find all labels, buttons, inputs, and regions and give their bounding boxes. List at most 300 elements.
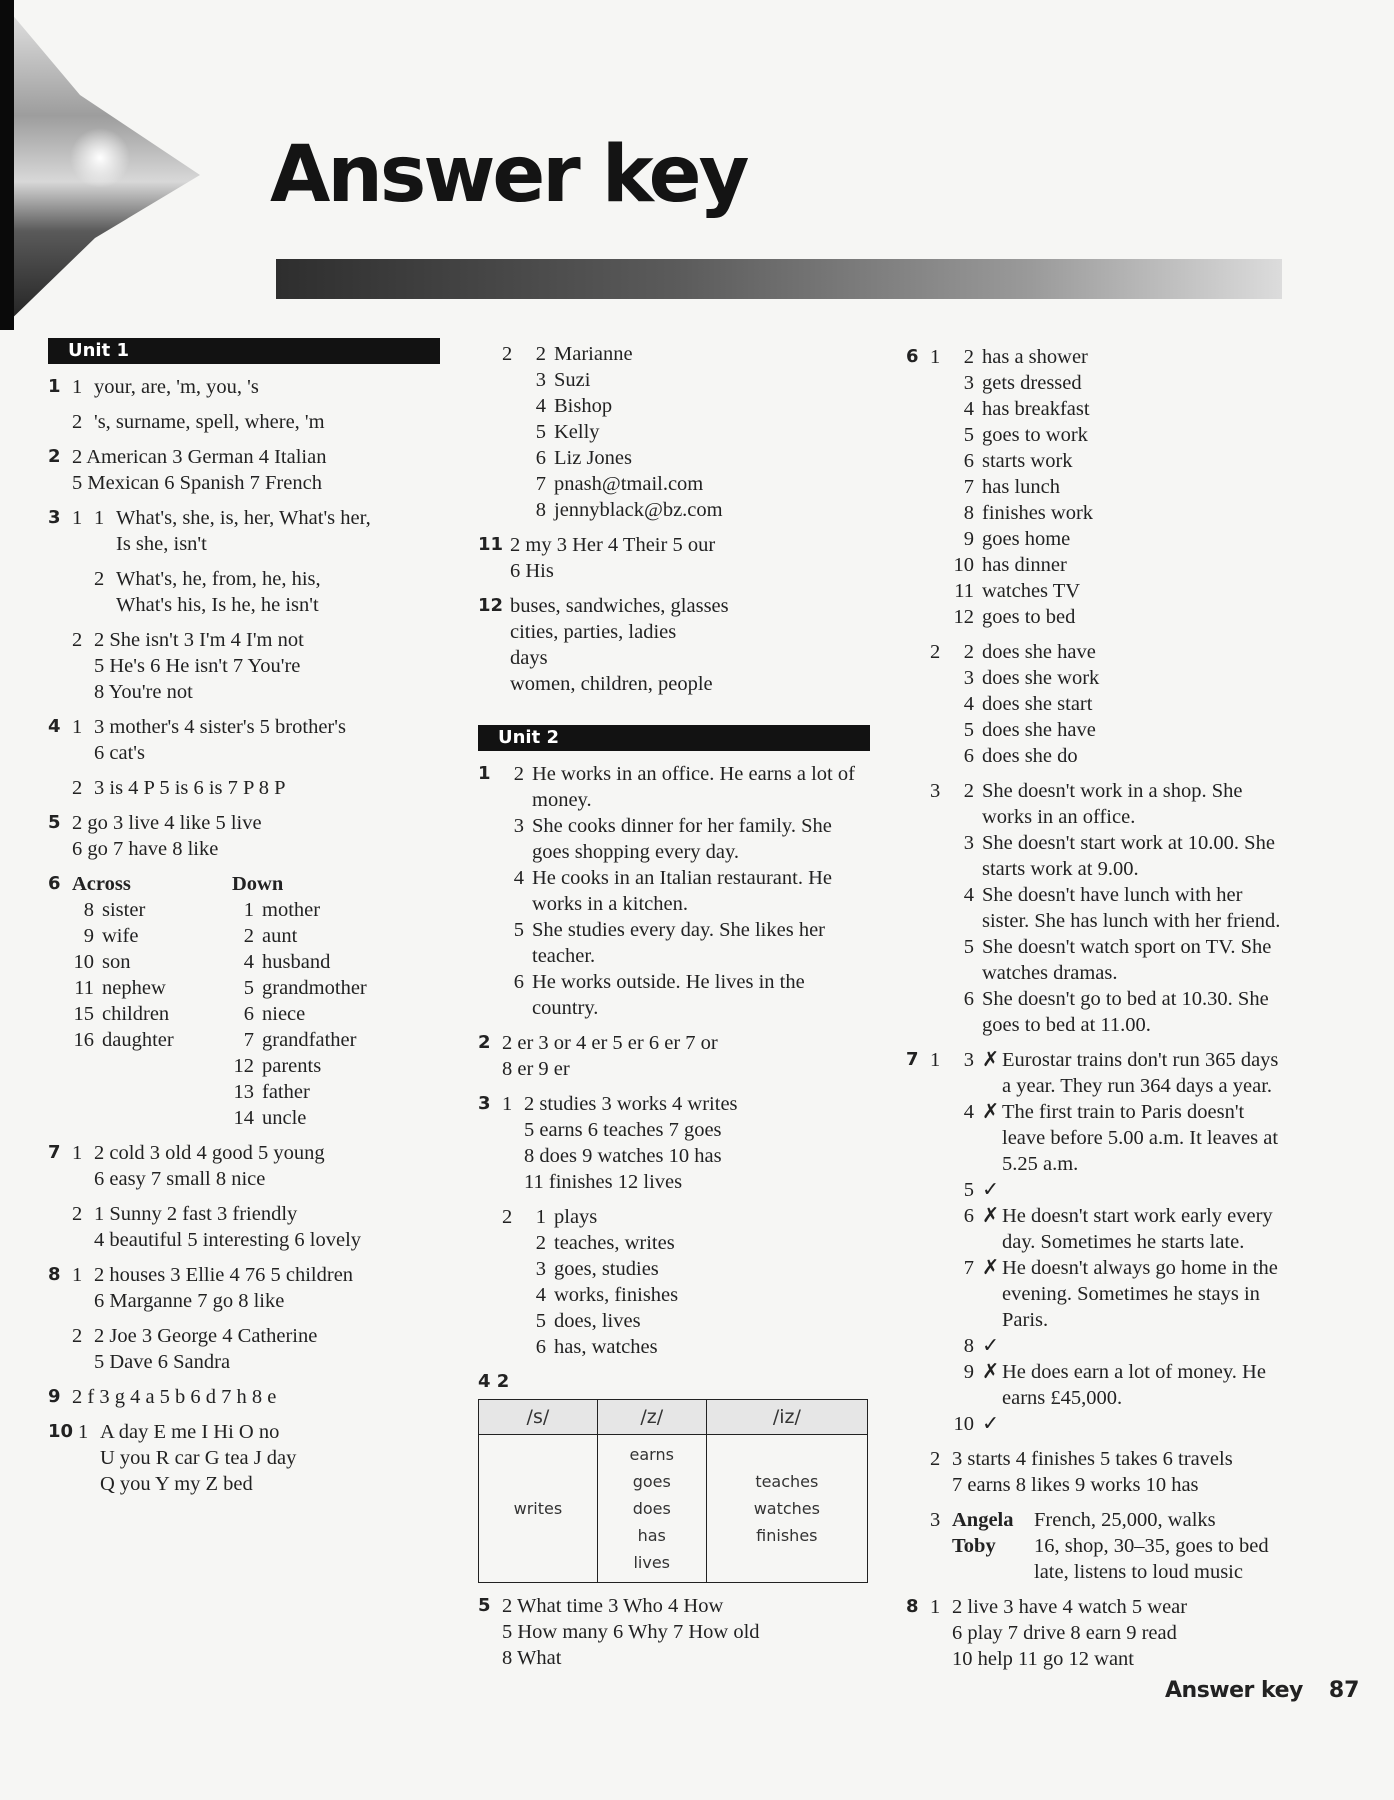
answer-line: goes to work [982, 424, 1088, 446]
item-text [554, 393, 870, 419]
item-text [982, 1203, 1306, 1255]
exercise-number: 12 [478, 595, 504, 616]
item-number: 6 [513, 971, 524, 993]
list-item [952, 1359, 1306, 1411]
answer-line: 5 Mexican 6 Spanish 7 French [72, 472, 322, 494]
answer-line: cities, parties, ladies [510, 621, 677, 643]
column-1 [48, 338, 440, 1506]
list-item [952, 552, 1306, 578]
item-text [262, 1053, 440, 1079]
item-text [982, 422, 1306, 448]
table-header: /z/ [597, 1400, 706, 1435]
answer-line: starts work [982, 450, 1073, 472]
answer-line: Kelly [554, 421, 600, 443]
item-number: 5 [513, 919, 524, 941]
page-number: 87 [1328, 1678, 1360, 1703]
item-number: 13 [233, 1081, 254, 1103]
item-text [532, 761, 870, 813]
u2ex6-part2-list [952, 639, 1306, 769]
answer-line: niece [262, 1003, 306, 1025]
answer-line: goes to bed [982, 606, 1076, 628]
list-item [232, 923, 440, 949]
item-number: 4 [535, 1284, 546, 1306]
list-item [524, 1204, 870, 1230]
item-number: 4 [963, 884, 974, 906]
item-text [982, 1099, 1306, 1177]
answer-line: parents [262, 1055, 322, 1077]
item-number: 3 [963, 372, 974, 394]
answer-line: gets dressed [982, 372, 1082, 394]
table-cell-word: does [632, 1499, 671, 1518]
list-item [952, 1099, 1306, 1177]
list-item [952, 500, 1306, 526]
answer-line: leave before 5.00 a.m. It leaves at [1002, 1127, 1279, 1149]
answer-line: Is she, isn't [116, 533, 207, 555]
answer-text: He doesn't start work early every [1002, 1205, 1273, 1227]
item-text [982, 882, 1306, 934]
answer-line: nephew [102, 977, 166, 999]
list-item [524, 497, 870, 523]
table-cell-word: teaches [755, 1472, 819, 1491]
list-item [502, 865, 870, 917]
exercise-number: 3 [48, 507, 61, 528]
unit-1-heading: Unit 1 [48, 338, 440, 364]
answer-line: 16, shop, 30–35, goes to bed [1034, 1535, 1269, 1557]
item-number: 4 [963, 1101, 974, 1123]
unit2-exercise-2 [478, 1030, 870, 1082]
item-text [554, 341, 870, 367]
item-number: 4 [513, 867, 524, 889]
table-cell-z [597, 1435, 706, 1583]
item-number: 5 [963, 424, 974, 446]
answer-line: 10 help 11 go 12 want [952, 1648, 1135, 1670]
answer-line: has, watches [554, 1336, 658, 1358]
table-header: /iz/ [706, 1400, 867, 1435]
exercise-number: 6 [906, 346, 919, 367]
answer-line [982, 1177, 1306, 1203]
unit1-exercise-1: 1 1 your, are, 'm, you, 's 2 's, surname, spell, where, 'm [48, 374, 440, 435]
item-text [554, 1204, 870, 1230]
answer-line: mother [262, 899, 321, 921]
unit1-exercise-2 [48, 444, 440, 496]
exercise-number: 2 [48, 446, 61, 467]
list-item [232, 897, 440, 923]
answer-line: grandmother [262, 977, 367, 999]
unit1-exercise-12 [478, 593, 870, 697]
answer-line: 5 How many 6 Why 7 How old [502, 1621, 760, 1643]
item-number: 2 [513, 763, 524, 785]
answer-line [982, 1411, 1306, 1437]
answer-line: 's, surname, spell, where, 'm [94, 411, 325, 433]
list-item [232, 1079, 440, 1105]
item-text [982, 370, 1306, 396]
exercise-number: 8 [906, 1596, 919, 1617]
item-text [982, 396, 1306, 422]
list-item [524, 419, 870, 445]
unit2-exercise-1 [478, 761, 870, 1021]
page-title: Answer key [270, 130, 747, 220]
answer-line: She doesn't start work at 10.00. She [982, 832, 1275, 854]
table-header: /s/ [479, 1400, 598, 1435]
answer-line: 3 is 4 P 5 is 6 is 7 P 8 P [94, 777, 286, 799]
list-item [952, 1333, 1306, 1359]
answer-line: She cooks dinner for her family. She [532, 815, 832, 837]
cross-mark-icon: ✗ [982, 1101, 1000, 1123]
answer-line: does she do [982, 745, 1078, 767]
answer-line: does she start [982, 693, 1093, 715]
item-text [554, 445, 870, 471]
unit2-exercise-4 [478, 1369, 870, 1583]
table-cell-s [479, 1435, 598, 1583]
item-number: 7 [535, 473, 546, 495]
item-number: 12 [233, 1055, 254, 1077]
unit1-exercise-10-part-2: 2 2 Marianne 3 Suzi 4 Bishop 5 Kelly 6 Liz Jones 7 pnash@tmail.com 8 jennyblack@bz.com [478, 341, 870, 523]
item-text [982, 474, 1306, 500]
item-text [554, 1230, 870, 1256]
item-number: 2 [963, 780, 974, 802]
item-text [982, 639, 1306, 665]
answer-line: aunt [262, 925, 298, 947]
answer-line: French, 25,000, walks [1034, 1509, 1216, 1531]
item-number: 2 [535, 1232, 546, 1254]
unit1-exercise-7: 7 1 2 cold 3 old 4 good 5 young 6 easy 7 small 8 nice 2 1 Sunny 2 fast 3 friendly 4 beautiful 5 interesting 6 lovely [48, 1140, 440, 1253]
list-item [952, 448, 1306, 474]
item-text [102, 949, 232, 975]
item-number: 5 [963, 936, 974, 958]
item-text [532, 969, 870, 1021]
answer-line: 2 go 3 live 4 like 5 live [72, 812, 262, 834]
item-number: 8 [535, 499, 546, 521]
item-number: 6 [535, 1336, 546, 1358]
item-number: 10 [953, 1413, 974, 1435]
exercise-number: 6 [48, 873, 61, 894]
item-text [554, 1334, 870, 1360]
answer-line: does, lives [554, 1310, 641, 1332]
answer-line: evening. Sometimes he stays in [1002, 1283, 1260, 1305]
list-item [952, 396, 1306, 422]
item-number: 4 [963, 693, 974, 715]
list-item [232, 975, 440, 1001]
u2ex6-part3-list [952, 778, 1306, 1038]
answer-line: does she work [982, 667, 1100, 689]
item-text [554, 367, 870, 393]
exercise-number: 1 [478, 763, 491, 784]
answer-line: has a shower [982, 346, 1088, 368]
unit2-exercise-8: 8 1 2 live 3 have 4 watch 5 wear 6 play 7 drive 8 earn 9 read 10 help 11 go 12 want [906, 1594, 1306, 1672]
item-number: 5 [963, 719, 974, 741]
item-text [982, 604, 1306, 630]
exercise-number: 8 [48, 1264, 61, 1285]
answer-line: days [510, 647, 548, 669]
pronunciation-table [478, 1399, 868, 1583]
answer-line [982, 1099, 1306, 1125]
answer-line: 6 His [510, 560, 554, 582]
answer-line: has breakfast [982, 398, 1090, 420]
list-item [524, 393, 870, 419]
answer-line: does she have [982, 719, 1096, 741]
answer-line: 5 Dave 6 Sandra [94, 1351, 231, 1373]
answer-line: goes to bed at 11.00. [982, 1014, 1151, 1036]
answer-line: late, listens to loud music [1034, 1561, 1243, 1583]
list-item [502, 813, 870, 865]
u2ex1-list [502, 761, 870, 1021]
item-number: 4 [243, 951, 254, 973]
item-number: 4 [535, 395, 546, 417]
list-item [952, 474, 1306, 500]
person-name: Toby [952, 1535, 996, 1557]
unit2-exercise-7: 7 1 3 ✗ Eurostar trains don't run 365 days a year. They run 364 days a year. 4 ✗ The first train to Paris doesn't leave before 5.00 a.m. It leaves at 5.25 a.m. 5 ✓ 6 ✗ He doesn't start work early every day. Sometimes he starts late. 7 ✗ He doesn't always go home in the evening. Sometimes he stays in Paris. 8 ✓ 9 ✗ He does earn a lot of money. He earns £45,000. 10 ✓ 2 3 starts 4 finishes 5 takes 6 travels 7 earns 8 likes 9 works 10 has 3 Angela French, 25,000, walks Toby 16, shop, 30–35, goes to bed late, listens to loud music [906, 1047, 1306, 1585]
item-number: 5 [243, 977, 254, 999]
answer-line: 8 What [502, 1647, 562, 1669]
table-cell-word: watches [753, 1499, 820, 1518]
across-list [72, 897, 232, 1053]
list-item [952, 717, 1306, 743]
item-text [982, 691, 1306, 717]
exercise-number: 7 [906, 1049, 919, 1070]
answer-line: 7 earns 8 likes 9 works 10 has [952, 1474, 1199, 1496]
list-item [524, 471, 870, 497]
answer-line: son [102, 951, 131, 973]
answer-line: day. Sometimes he starts late. [1002, 1231, 1245, 1253]
item-text [262, 1027, 440, 1053]
answer-line: 2 American 3 German 4 Italian [72, 446, 327, 468]
item-number: 6 [963, 450, 974, 472]
answer-line: 8 You're not [94, 681, 193, 703]
item-text [982, 743, 1306, 769]
item-text [532, 917, 870, 969]
item-text [554, 419, 870, 445]
item-text [982, 1411, 1306, 1437]
item-number: 7 [243, 1029, 254, 1051]
answer-line: She doesn't go to bed at 10.30. She [982, 988, 1269, 1010]
answer-line: 6 cat's [94, 742, 145, 764]
item-number: 11 [74, 977, 94, 999]
answer-line: 2 er 3 or 4 er 5 er 6 er 7 or [502, 1032, 718, 1054]
answer-line [982, 1255, 1306, 1281]
list-item [952, 830, 1306, 882]
ex10-part2-list [524, 341, 870, 523]
table-cell-word: lives [633, 1553, 671, 1572]
answer-line: She studies every day. She likes her [532, 919, 826, 941]
item-number: 6 [963, 745, 974, 767]
answer-line: 1 Sunny 2 fast 3 friendly [94, 1203, 298, 1225]
item-number: 1 [535, 1206, 546, 1228]
answer-line: daughter [102, 1029, 174, 1051]
item-text [262, 1079, 440, 1105]
item-number: 9 [83, 925, 94, 947]
answer-line: country. [532, 997, 599, 1019]
answer-line: works, finishes [554, 1284, 679, 1306]
answer-line: 2 live 3 have 4 watch 5 wear [952, 1596, 1188, 1618]
list-item [524, 1230, 870, 1256]
list-item [952, 665, 1306, 691]
answer-line: watches dramas. [982, 962, 1118, 984]
unit2-exercise-6: 6 1 2 has a shower 3 gets dressed 4 has breakfast 5 goes to work 6 starts work 7 has lunch 8 finishes work 9 goes home 10 has dinner 11 watches TV 12 goes to bed 2 2 does she have 3 does she work 4 does she start 5 does she have 6 does she do 3 2 She doesn't work in a shop. She works in an office. 3 She doesn't start work at 10.00. She starts work at 9.00. 4 She doesn't have lunch with her sister. She has lunch with her friend. 5 She doesn't watch sport on TV. She watches dramas. 6 She doesn't go to bed at 10.30. She goes to bed at 11.00. [906, 344, 1306, 1038]
answer-line: He works in an office. He earns a lot of [532, 763, 855, 785]
answer-line: 2 What time 3 Who 4 How [502, 1595, 724, 1617]
unit1-exercise-11 [478, 532, 870, 584]
list-item [952, 639, 1306, 665]
answer-line: women, children, people [510, 673, 713, 695]
answer-line: a year. They run 364 days a year. [1002, 1075, 1273, 1097]
answer-line [982, 1203, 1306, 1229]
item-number: 2 [535, 343, 546, 365]
item-text [982, 934, 1306, 986]
item-text [102, 975, 232, 1001]
exercise-number: 10 [48, 1421, 74, 1442]
item-text [982, 1255, 1306, 1333]
item-text [554, 1282, 870, 1308]
list-item [952, 344, 1306, 370]
answer-text: He doesn't always go home in the [1002, 1257, 1278, 1279]
unit1-exercise-8: 8 1 2 houses 3 Ellie 4 76 5 children 6 Marganne 7 go 8 like 2 2 Joe 3 George 4 Catherine 5 Dave 6 Sandra [48, 1262, 440, 1375]
item-text [554, 1256, 870, 1282]
unit1-exercise-10: 10 1 A day E me I Hi O no U you R car G tea J day Q you Y my Z bed [48, 1419, 440, 1497]
answer-line: What's his, Is he, he isn't [116, 594, 319, 616]
item-number: 1 [243, 899, 254, 921]
answer-line: teacher. [532, 945, 596, 967]
item-text [532, 813, 870, 865]
person-name: Angela [952, 1509, 1014, 1531]
u2ex6-part1-list [952, 344, 1306, 630]
landscape-photo-arrow [0, 0, 210, 330]
answer-line: jennyblack@bz.com [554, 499, 723, 521]
item-text [102, 923, 232, 949]
answer-line: 5 He's 6 He isn't 7 You're [94, 655, 301, 677]
item-number: 11 [954, 580, 974, 602]
item-number: 2 [243, 925, 254, 947]
answer-line: 11 finishes 12 lives [524, 1171, 683, 1193]
list-item [72, 897, 232, 923]
title-banner-bar [276, 259, 1282, 299]
item-text [982, 578, 1306, 604]
item-number: 8 [83, 899, 94, 921]
cross-mark-icon: ✗ [982, 1361, 1000, 1383]
item-text [554, 497, 870, 523]
item-number: 9 [963, 528, 974, 550]
answer-line: has lunch [982, 476, 1060, 498]
table-cell-word: has [637, 1526, 666, 1545]
list-item [952, 578, 1306, 604]
exercise-number: 11 [478, 534, 504, 555]
check-mark-icon: ✓ [982, 1179, 1000, 1201]
list-item [524, 341, 870, 367]
item-number: 3 [535, 1258, 546, 1280]
answer-line: 6 play 7 drive 8 earn 9 read [952, 1622, 1177, 1644]
answer-line: Q you Y my Z bed [100, 1473, 253, 1495]
table-cell-iz [706, 1435, 867, 1583]
u2ex7-part1-list [952, 1047, 1306, 1437]
exercise-number: 7 [48, 1142, 61, 1163]
answer-line: She doesn't work in a shop. She [982, 780, 1243, 802]
table-cell-word: goes [632, 1472, 671, 1491]
answer-line: 6 go 7 have 8 like [72, 838, 219, 860]
answer-text: The first train to Paris doesn't [1002, 1101, 1245, 1123]
item-text [262, 1105, 440, 1131]
answer-line: 2 She isn't 3 I'm 4 I'm not [94, 629, 304, 651]
answer-line: works in an office. [982, 806, 1136, 828]
exercise-number: 4 2 [478, 1371, 510, 1392]
list-item [524, 445, 870, 471]
unit2-exercise-3: 3 1 2 studies 3 works 4 writes 5 earns 6 teaches 7 goes 8 does 9 watches 10 has 11 finishes 12 lives 2 1 plays 2 teaches, writes 3 goes, studies 4 works, finishes 5 does, lives 6 has, watches [478, 1091, 870, 1360]
exercise-number: 3 [478, 1093, 491, 1114]
item-number: 16 [73, 1029, 94, 1051]
answer-line: money. [532, 789, 592, 811]
answer-line: grandfather [262, 1029, 357, 1051]
unit1-exercise-4: 4 1 3 mother's 4 sister's 5 brother's 6 cat's 2 3 is 4 P 5 is 6 is 7 P 8 P [48, 714, 440, 801]
item-text [982, 526, 1306, 552]
item-number: 7 [963, 476, 974, 498]
item-text [982, 1359, 1306, 1411]
item-text [982, 1333, 1306, 1359]
answer-line: What's, she, is, her, What's her, [116, 507, 371, 529]
table-cell-word: writes [513, 1499, 563, 1518]
list-item [952, 778, 1306, 830]
item-number: 6 [243, 1003, 254, 1025]
list-item [232, 1105, 440, 1131]
exercise-number: 9 [48, 1386, 61, 1407]
answer-line: 2 my 3 Her 4 Their 5 our [510, 534, 716, 556]
item-number: 3 [535, 369, 546, 391]
answer-line: works in a kitchen. [532, 893, 688, 915]
page-footer [1165, 1678, 1359, 1703]
item-text [982, 717, 1306, 743]
exercise-number: 1 [48, 376, 61, 397]
answer-line: finishes work [982, 502, 1094, 524]
item-number: 5 [963, 1179, 974, 1201]
list-item [952, 1047, 1306, 1099]
answer-line: 3 mother's 4 sister's 5 brother's [94, 716, 346, 738]
answer-text: Eurostar trains don't run 365 days [1002, 1049, 1279, 1071]
table-cell-word: earns [629, 1445, 674, 1464]
item-number: 5 [535, 1310, 546, 1332]
list-item [952, 526, 1306, 552]
item-number: 15 [73, 1003, 94, 1025]
list-item [524, 1256, 870, 1282]
answer-line: 2 Joe 3 George 4 Catherine [94, 1325, 318, 1347]
answer-line: She doesn't watch sport on TV. She [982, 936, 1272, 958]
answer-line: goes, studies [554, 1258, 659, 1280]
answer-line: earns £45,000. [1002, 1387, 1123, 1409]
answer-line: teaches, writes [554, 1232, 675, 1254]
item-text [102, 897, 232, 923]
answer-line: starts work at 9.00. [982, 858, 1139, 880]
list-item [952, 422, 1306, 448]
item-text [262, 1001, 440, 1027]
table-cell-word: finishes [756, 1526, 818, 1545]
answer-line: goes shopping every day. [532, 841, 740, 863]
answer-line: A day E me I Hi O no [100, 1421, 280, 1443]
item-text [982, 986, 1306, 1038]
item-number: 5 [535, 421, 546, 443]
answer-line: What's, he, from, he, his, [116, 568, 321, 590]
answer-line [982, 1359, 1306, 1385]
item-number: 6 [963, 1205, 974, 1227]
answer-line: does she have [982, 641, 1096, 663]
item-number: 3 [963, 667, 974, 689]
item-text [982, 1047, 1306, 1099]
item-number: 12 [953, 606, 974, 628]
list-item [952, 1177, 1306, 1203]
item-number: 6 [963, 988, 974, 1010]
item-text [102, 1001, 232, 1027]
answer-line [982, 1047, 1306, 1073]
cross-mark-icon: ✗ [982, 1257, 1000, 1279]
unit-2-heading: Unit 2 [478, 725, 870, 751]
item-text [982, 344, 1306, 370]
column-3 [906, 344, 1306, 1681]
answer-line: father [262, 1081, 310, 1103]
